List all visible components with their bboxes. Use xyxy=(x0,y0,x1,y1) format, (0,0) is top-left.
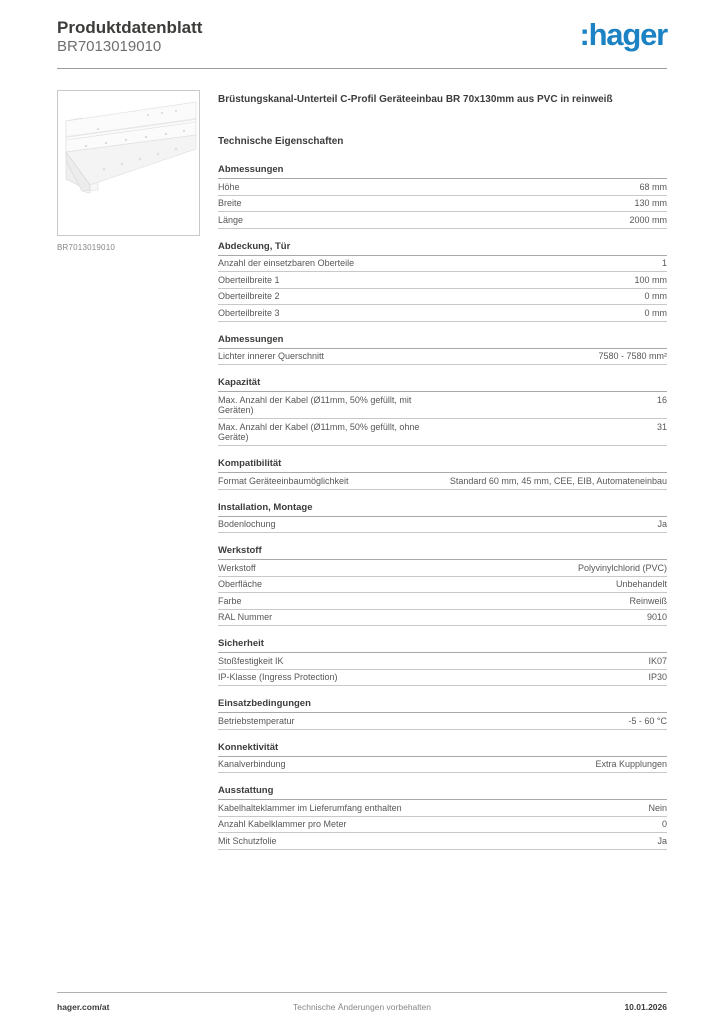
spec-label: Format Geräteeinbaumöglichkeit xyxy=(218,475,349,486)
spec-section xyxy=(218,162,667,229)
spec-value: 68 mm xyxy=(639,181,667,192)
spec-section xyxy=(218,783,667,850)
spec-value: 7580 - 7580 mm² xyxy=(598,351,667,361)
spec-rows xyxy=(218,653,667,686)
spec-row xyxy=(218,653,667,670)
spec-value: 1 xyxy=(661,258,667,268)
spec-label: Anzahl der einsetzbaren Oberteile xyxy=(218,258,355,268)
spec-row xyxy=(218,212,667,229)
product-title: Brüstungskanal-Unterteil C-Profil Geräteeinbau BR 70x130mm aus PVC in reinweiß xyxy=(218,94,613,105)
spec-label: Mit Schutzfolie xyxy=(218,835,277,846)
spec-section-title: Abmessungen xyxy=(218,162,667,179)
spec-value: Ja xyxy=(657,519,667,529)
spec-value: 0 mm xyxy=(644,291,667,301)
spec-label: Betriebstemperatur xyxy=(218,715,295,726)
spec-rows xyxy=(218,392,667,446)
spec-value: 100 mm xyxy=(634,274,667,285)
header-titles xyxy=(57,18,202,56)
spec-value: Polyvinylchlorid (PVC) xyxy=(577,562,667,573)
spec-section xyxy=(218,375,667,446)
product-image-caption: BR7013019010 xyxy=(57,243,116,252)
spec-value: 0 mm xyxy=(644,307,667,318)
spec-row xyxy=(218,577,667,594)
spec-section-title: Kapazität xyxy=(218,375,667,392)
spec-value: Unbehandelt xyxy=(615,579,667,589)
spec-rows xyxy=(218,517,667,534)
document-title: Produktdatenblatt xyxy=(57,18,203,37)
spec-value: -5 - 60 °C xyxy=(628,715,667,726)
document-reference: BR7013019010 xyxy=(57,38,162,55)
spec-value: Reinweiß xyxy=(629,595,667,606)
spec-row xyxy=(218,670,667,687)
spec-row xyxy=(218,179,667,196)
spec-row xyxy=(218,473,667,490)
spec-label: RAL Nummer xyxy=(218,612,273,622)
spec-row xyxy=(218,610,667,627)
spec-rows xyxy=(218,349,667,366)
spec-value: Standard 60 mm, 45 mm, CEE, EIB, Automateneinbau xyxy=(449,475,667,486)
footer-disclaimer: Technische Änderungen vorbehalten xyxy=(292,1002,431,1012)
spec-label: Lichter innerer Querschnitt xyxy=(218,351,325,361)
spec-label: Max. Anzahl der Kabel (Ø11mm, 50% gefüllt, ohne Geräte) xyxy=(218,421,420,442)
spec-row xyxy=(218,833,667,850)
spec-section xyxy=(218,500,667,534)
spec-section xyxy=(218,696,667,730)
product-image-column xyxy=(57,90,200,252)
spec-label: Länge xyxy=(218,214,244,225)
spec-row xyxy=(218,817,667,834)
spec-row xyxy=(218,800,667,817)
spec-column xyxy=(218,90,667,860)
header-divider xyxy=(57,68,667,69)
spec-rows xyxy=(218,713,667,730)
spec-section-title: Sicherheit xyxy=(218,636,667,653)
spec-value: 130 mm xyxy=(634,198,667,208)
spec-rows xyxy=(218,256,667,322)
spec-section xyxy=(218,636,667,686)
spec-row xyxy=(218,256,667,273)
spec-row xyxy=(218,349,667,366)
spec-row xyxy=(218,560,667,577)
hager-logo: :hager xyxy=(579,17,667,52)
spec-section xyxy=(218,740,667,774)
spec-section xyxy=(218,456,667,490)
spec-row xyxy=(218,196,667,213)
spec-value: Extra Kupplungen xyxy=(595,759,667,769)
footer xyxy=(57,992,667,1012)
spec-section-title: Abdeckung, Tür xyxy=(218,239,667,256)
spec-row xyxy=(218,392,667,419)
spec-label: Kabelhalteklammer im Lieferumfang enthalten xyxy=(218,802,402,813)
spec-section-title: Ausstattung xyxy=(218,783,667,800)
spec-value: Ja xyxy=(657,835,667,846)
spec-row xyxy=(218,713,667,730)
spec-row xyxy=(218,419,667,446)
product-image xyxy=(57,90,200,236)
footer-date: 10.01.2026 xyxy=(624,1002,667,1012)
spec-label: Oberteilbreite 1 xyxy=(218,274,280,285)
spec-row xyxy=(218,289,667,306)
spec-rows xyxy=(218,473,667,490)
spec-section xyxy=(218,239,667,322)
footer-divider xyxy=(57,992,667,993)
spec-label: Anzahl Kabelklammer pro Meter xyxy=(218,819,347,829)
content xyxy=(57,90,667,860)
trunking-channel-render xyxy=(58,91,199,235)
spec-label: Kanalverbindung xyxy=(218,759,286,769)
spec-label: IP-Klasse (Ingress Protection) xyxy=(218,672,338,682)
spec-section-title: Konnektivität xyxy=(218,740,667,757)
spec-row xyxy=(218,517,667,534)
spec-label: Werkstoff xyxy=(218,562,256,573)
spec-label: Oberfläche xyxy=(218,579,263,589)
spec-section-title: Abmessungen xyxy=(218,332,667,349)
spec-section-title: Installation, Montage xyxy=(218,500,667,517)
spec-value: IK07 xyxy=(648,655,667,666)
spec-section-title: Kompatibilität xyxy=(218,456,667,473)
footer-row xyxy=(57,1002,667,1012)
spec-row xyxy=(218,757,667,774)
spec-rows xyxy=(218,560,667,626)
spec-value: 31 xyxy=(656,421,667,432)
spec-value: 0 xyxy=(661,819,667,829)
spec-section-title: Einsatzbedingungen xyxy=(218,696,667,713)
spec-rows xyxy=(218,800,667,850)
spec-row xyxy=(218,593,667,610)
spec-label: Stoßfestigkeit IK xyxy=(218,655,284,666)
spec-sections xyxy=(218,162,667,850)
header xyxy=(57,18,667,56)
spec-rows xyxy=(218,179,667,229)
spec-section xyxy=(218,543,667,626)
spec-value: 2000 mm xyxy=(629,214,667,225)
spec-section xyxy=(218,332,667,366)
spec-value: 16 xyxy=(656,394,667,405)
spec-section-title: Werkstoff xyxy=(218,543,667,560)
spec-row xyxy=(218,272,667,289)
spec-row xyxy=(218,305,667,322)
spec-label: Bodenlochung xyxy=(218,519,276,529)
spec-rows xyxy=(218,757,667,774)
spec-label: Breite xyxy=(218,198,242,208)
spec-value: Nein xyxy=(648,802,667,813)
spec-label: Oberteilbreite 2 xyxy=(218,291,280,301)
technical-properties-heading: Technische Eigenschaften xyxy=(218,136,344,147)
spec-value: IP30 xyxy=(648,672,667,682)
spec-label: Oberteilbreite 3 xyxy=(218,307,280,318)
spec-label: Höhe xyxy=(218,181,240,192)
spec-value: 9010 xyxy=(646,612,667,622)
spec-label: Max. Anzahl der Kabel (Ø11mm, 50% gefüllt, mit Geräten) xyxy=(218,394,412,415)
spec-label: Farbe xyxy=(218,595,242,606)
footer-website-link[interactable]: hager.com/at xyxy=(57,1002,110,1012)
